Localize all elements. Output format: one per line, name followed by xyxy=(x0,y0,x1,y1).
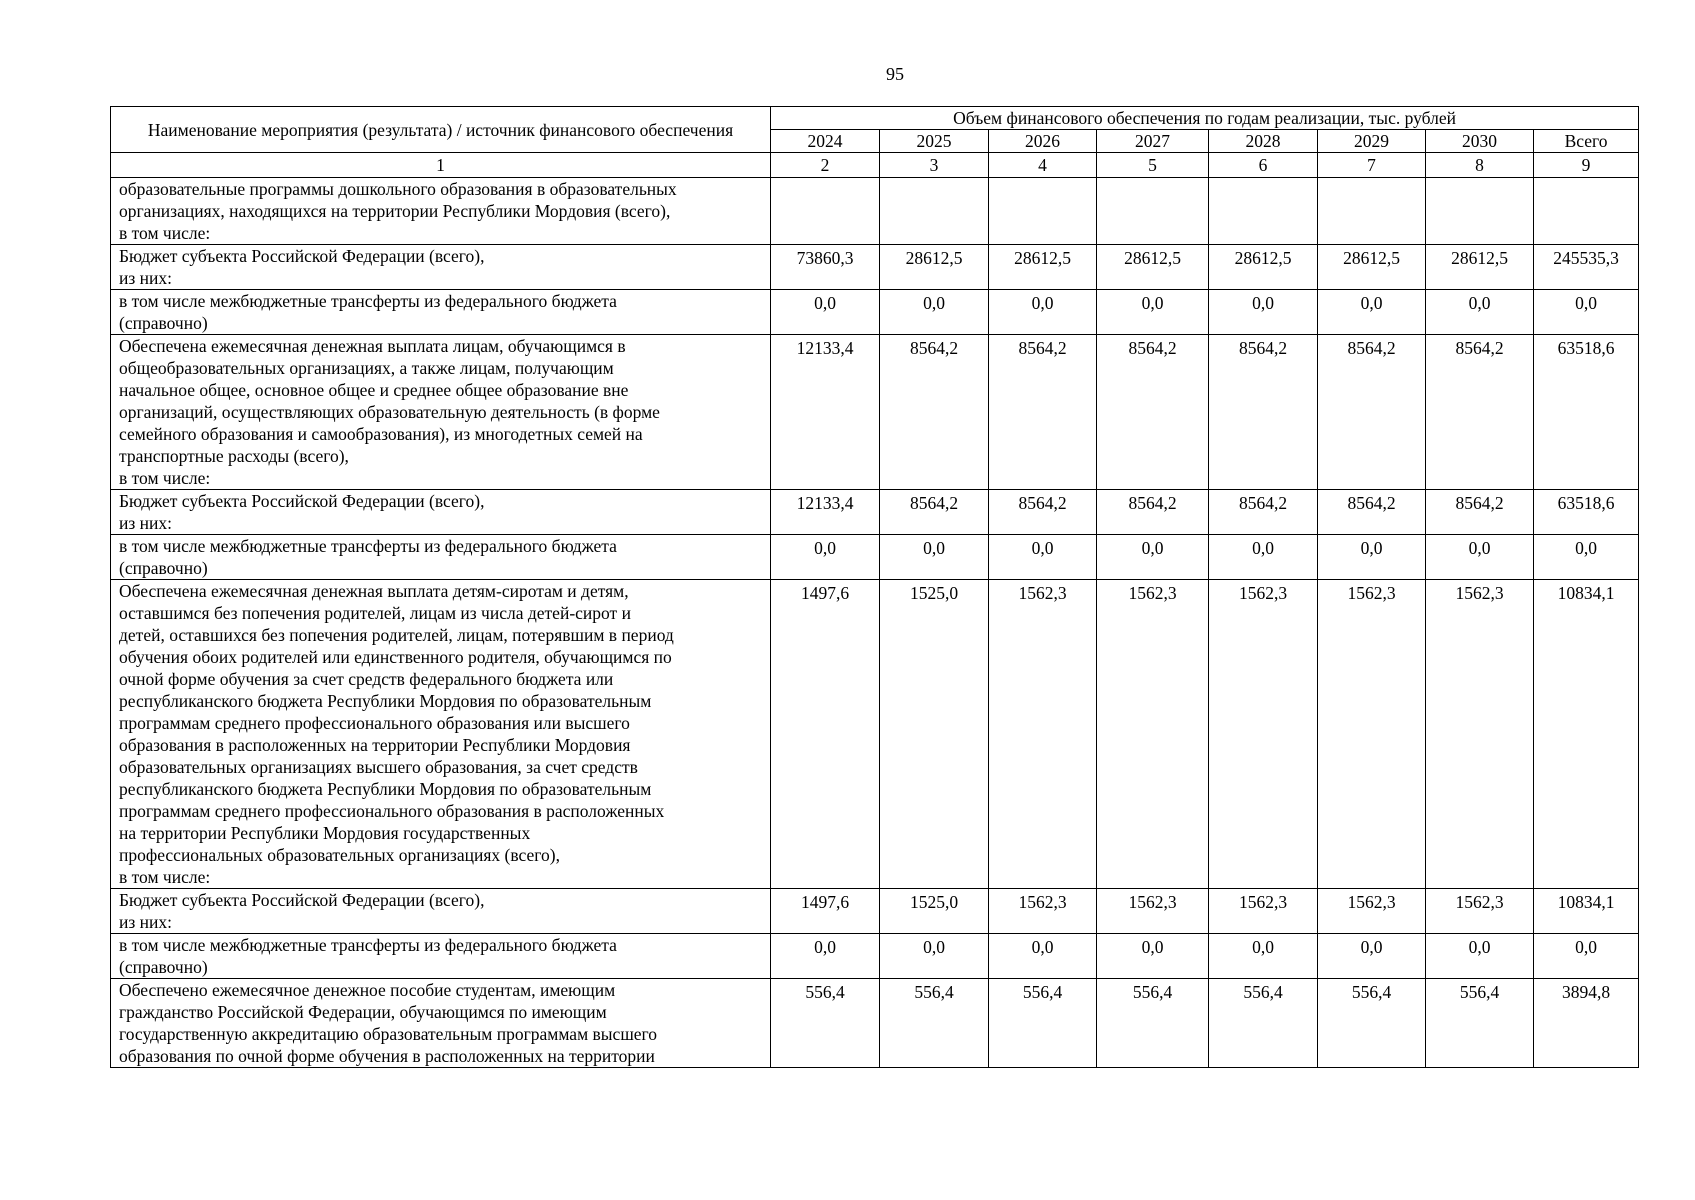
value-cell: 28612,5 xyxy=(989,245,1097,290)
description-line: Бюджет субъекта Российской Федерации (всего), xyxy=(119,890,485,910)
value-cell: 0,0 xyxy=(1534,934,1639,979)
column-number-5: 6 xyxy=(1209,153,1318,178)
description-line: республиканского бюджета Республики Мордовия по образовательным xyxy=(119,691,652,711)
description-line: оставшимся без попечения родителей, лицам из числа детей-сирот и xyxy=(119,603,631,623)
value-cell: 63518,6 xyxy=(1534,490,1639,535)
value-cell: 0,0 xyxy=(989,290,1097,335)
column-number-2: 3 xyxy=(880,153,989,178)
value-cell: 8564,2 xyxy=(1209,335,1318,490)
value-cell: 10834,1 xyxy=(1534,889,1639,934)
table-row xyxy=(111,979,1639,1068)
value-cell: 8564,2 xyxy=(989,490,1097,535)
value-cell: 0,0 xyxy=(1426,290,1534,335)
value-cell: 556,4 xyxy=(1318,979,1426,1068)
description-line: образования по очной форме обучения в расположенных на территории xyxy=(119,1046,655,1066)
table-body xyxy=(111,178,1639,1068)
value-cell: 8564,2 xyxy=(1426,335,1534,490)
value-cell: 0,0 xyxy=(989,934,1097,979)
value-cell: 0,0 xyxy=(1097,535,1209,580)
value-cell xyxy=(1534,178,1639,245)
row-description xyxy=(111,934,771,979)
value-cell: 0,0 xyxy=(771,535,880,580)
column-number-7: 8 xyxy=(1426,153,1534,178)
value-cell: 0,0 xyxy=(1318,290,1426,335)
value-cell xyxy=(1426,178,1534,245)
table-row xyxy=(111,535,1639,580)
value-cell: 0,0 xyxy=(1426,535,1534,580)
description-line: в том числе: xyxy=(119,223,211,243)
value-cell: 556,4 xyxy=(880,979,989,1068)
description-line: республиканского бюджета Республики Мордовия по образовательным xyxy=(119,779,652,799)
column-number-4: 5 xyxy=(1097,153,1209,178)
description-line: детей, оставшихся без попечения родителей, лицам, потерявшим в период xyxy=(119,625,674,645)
value-cell: 0,0 xyxy=(880,535,989,580)
value-cell xyxy=(771,178,880,245)
value-cell: 0,0 xyxy=(989,535,1097,580)
page-number: 95 xyxy=(886,64,904,84)
table-header xyxy=(111,107,1639,178)
value-cell: 8564,2 xyxy=(989,335,1097,490)
value-cell: 0,0 xyxy=(771,290,880,335)
row-description xyxy=(111,580,771,889)
description-line: (справочно) xyxy=(119,558,208,578)
value-cell: 28612,5 xyxy=(1209,245,1318,290)
value-cell: 8564,2 xyxy=(1426,490,1534,535)
value-cell: 3894,8 xyxy=(1534,979,1639,1068)
value-cell: 0,0 xyxy=(771,934,880,979)
column-numbers-row xyxy=(111,153,1639,178)
row-description xyxy=(111,490,771,535)
description-line: гражданство Российской Федерации, обучающимся по имеющим xyxy=(119,1002,607,1022)
value-cell: 1562,3 xyxy=(1318,580,1426,889)
value-cell: 556,4 xyxy=(1209,979,1318,1068)
header-year-2: 2026 xyxy=(989,130,1097,153)
value-cell: 0,0 xyxy=(1318,535,1426,580)
value-cell: 73860,3 xyxy=(771,245,880,290)
value-cell: 0,0 xyxy=(1534,535,1639,580)
value-cell xyxy=(880,178,989,245)
table-row xyxy=(111,490,1639,535)
value-cell: 556,4 xyxy=(771,979,880,1068)
description-line: организациях, находящихся на территории Республики Мордовия (всего), xyxy=(119,201,671,221)
value-cell: 8564,2 xyxy=(880,490,989,535)
description-line: транспортные расходы (всего), xyxy=(119,446,349,466)
value-cell: 1562,3 xyxy=(989,580,1097,889)
value-cell: 0,0 xyxy=(1209,535,1318,580)
value-cell: 0,0 xyxy=(1097,290,1209,335)
column-number-1: 2 xyxy=(771,153,880,178)
description-line: Обеспечено ежемесячное денежное пособие студентам, имеющим xyxy=(119,980,616,1000)
value-cell: 12133,4 xyxy=(771,335,880,490)
row-description xyxy=(111,178,771,245)
value-cell: 12133,4 xyxy=(771,490,880,535)
description-line: государственную аккредитацию образовательным программам высшего xyxy=(119,1024,658,1044)
value-cell: 0,0 xyxy=(880,934,989,979)
row-description xyxy=(111,979,771,1068)
header-year-1: 2025 xyxy=(880,130,989,153)
value-cell: 0,0 xyxy=(1209,290,1318,335)
header-year-5: 2029 xyxy=(1318,130,1426,153)
description-line: в том числе: xyxy=(119,468,211,488)
description-line: (справочно) xyxy=(119,313,208,333)
value-cell xyxy=(1209,178,1318,245)
table-row xyxy=(111,889,1639,934)
description-line: в том числе межбюджетные трансферты из федерального бюджета xyxy=(119,935,617,955)
value-cell: 1497,6 xyxy=(771,889,880,934)
value-cell: 0,0 xyxy=(880,290,989,335)
description-line: программам среднего профессионального образования или высшего xyxy=(119,713,630,733)
value-cell: 1525,0 xyxy=(880,889,989,934)
table-row xyxy=(111,290,1639,335)
value-cell: 0,0 xyxy=(1534,290,1639,335)
column-number-8: 9 xyxy=(1534,153,1639,178)
row-description xyxy=(111,535,771,580)
value-cell: 8564,2 xyxy=(1318,490,1426,535)
value-cell: 1497,6 xyxy=(771,580,880,889)
description-line: образовательные программы дошкольного образования в образовательных xyxy=(119,179,677,199)
column-number-0: 1 xyxy=(111,153,771,178)
table-row xyxy=(111,178,1639,245)
value-cell: 1562,3 xyxy=(1209,580,1318,889)
value-cell: 1562,3 xyxy=(1097,889,1209,934)
description-line: семейного образования и самообразования), из многодетных семей на xyxy=(119,424,643,444)
description-line: (справочно) xyxy=(119,957,208,977)
description-line: из них: xyxy=(119,912,172,932)
value-cell: 1562,3 xyxy=(989,889,1097,934)
description-line: Бюджет субъекта Российской Федерации (всего), xyxy=(119,491,485,511)
description-line: общеобразовательных организациях, а также лицам, получающим xyxy=(119,358,614,378)
value-cell: 556,4 xyxy=(1426,979,1534,1068)
table-row xyxy=(111,245,1639,290)
row-description xyxy=(111,245,771,290)
row-description xyxy=(111,889,771,934)
value-cell: 245535,3 xyxy=(1534,245,1639,290)
description-line: в том числе межбюджетные трансферты из федерального бюджета xyxy=(119,536,617,556)
value-cell xyxy=(1318,178,1426,245)
row-description xyxy=(111,290,771,335)
description-line: образования в расположенных на территории Республики Мордовия xyxy=(119,735,631,755)
header-year-6: 2030 xyxy=(1426,130,1534,153)
value-cell: 28612,5 xyxy=(1318,245,1426,290)
value-cell: 1562,3 xyxy=(1318,889,1426,934)
description-line: в том числе межбюджетные трансферты из федерального бюджета xyxy=(119,291,617,311)
description-line: программам среднего профессионального образования в расположенных xyxy=(119,801,665,821)
value-cell xyxy=(1097,178,1209,245)
header-year-0: 2024 xyxy=(771,130,880,153)
value-cell: 28612,5 xyxy=(1426,245,1534,290)
value-cell: 63518,6 xyxy=(1534,335,1639,490)
value-cell: 1562,3 xyxy=(1209,889,1318,934)
value-cell: 10834,1 xyxy=(1534,580,1639,889)
value-cell: 556,4 xyxy=(989,979,1097,1068)
header-year-3: 2027 xyxy=(1097,130,1209,153)
description-line: Бюджет субъекта Российской Федерации (всего), xyxy=(119,246,485,266)
description-line: из них: xyxy=(119,268,172,288)
description-line: в том числе: xyxy=(119,867,211,887)
header-name-column: Наименование мероприятия (результата) / источник финансового обеспечения xyxy=(111,107,771,153)
description-line: на территории Республики Мордовия государственных xyxy=(119,823,531,843)
value-cell: 8564,2 xyxy=(1097,490,1209,535)
value-cell: 8564,2 xyxy=(880,335,989,490)
description-line: из них: xyxy=(119,513,172,533)
value-cell: 1562,3 xyxy=(1097,580,1209,889)
header-year-7: Всего xyxy=(1534,130,1639,153)
value-cell: 0,0 xyxy=(1097,934,1209,979)
description-line: Обеспечена ежемесячная денежная выплата детям-сиротам и детям, xyxy=(119,581,629,601)
description-line: начальное общее, основное общее и среднее общее образование вне xyxy=(119,380,629,400)
table-row xyxy=(111,335,1639,490)
column-number-6: 7 xyxy=(1318,153,1426,178)
value-cell: 8564,2 xyxy=(1209,490,1318,535)
header-financing-group: Объем финансового обеспечения по годам реализации, тыс. рублей xyxy=(771,107,1639,130)
financing-table xyxy=(110,106,1639,1068)
value-cell: 1562,3 xyxy=(1426,889,1534,934)
value-cell: 556,4 xyxy=(1097,979,1209,1068)
value-cell: 0,0 xyxy=(1318,934,1426,979)
value-cell: 1525,0 xyxy=(880,580,989,889)
table-row xyxy=(111,934,1639,979)
value-cell: 0,0 xyxy=(1209,934,1318,979)
description-line: образовательных организациях высшего образования, за счет средств xyxy=(119,757,638,777)
table-row xyxy=(111,580,1639,889)
row-description xyxy=(111,335,771,490)
description-line: профессиональных образовательных организациях (всего), xyxy=(119,845,560,865)
description-line: Обеспечена ежемесячная денежная выплата лицам, обучающимся в xyxy=(119,336,626,356)
value-cell: 28612,5 xyxy=(880,245,989,290)
value-cell: 1562,3 xyxy=(1426,580,1534,889)
value-cell xyxy=(989,178,1097,245)
description-line: обучения обоих родителей или единственного родителя, обучающимся по xyxy=(119,647,672,667)
value-cell: 8564,2 xyxy=(1318,335,1426,490)
description-line: организаций, осуществляющих образовательную деятельность (в форме xyxy=(119,402,660,422)
value-cell: 0,0 xyxy=(1426,934,1534,979)
header-year-4: 2028 xyxy=(1209,130,1318,153)
value-cell: 8564,2 xyxy=(1097,335,1209,490)
description-line: очной форме обучения за счет средств федерального бюджета или xyxy=(119,669,614,689)
column-number-3: 4 xyxy=(989,153,1097,178)
value-cell: 28612,5 xyxy=(1097,245,1209,290)
